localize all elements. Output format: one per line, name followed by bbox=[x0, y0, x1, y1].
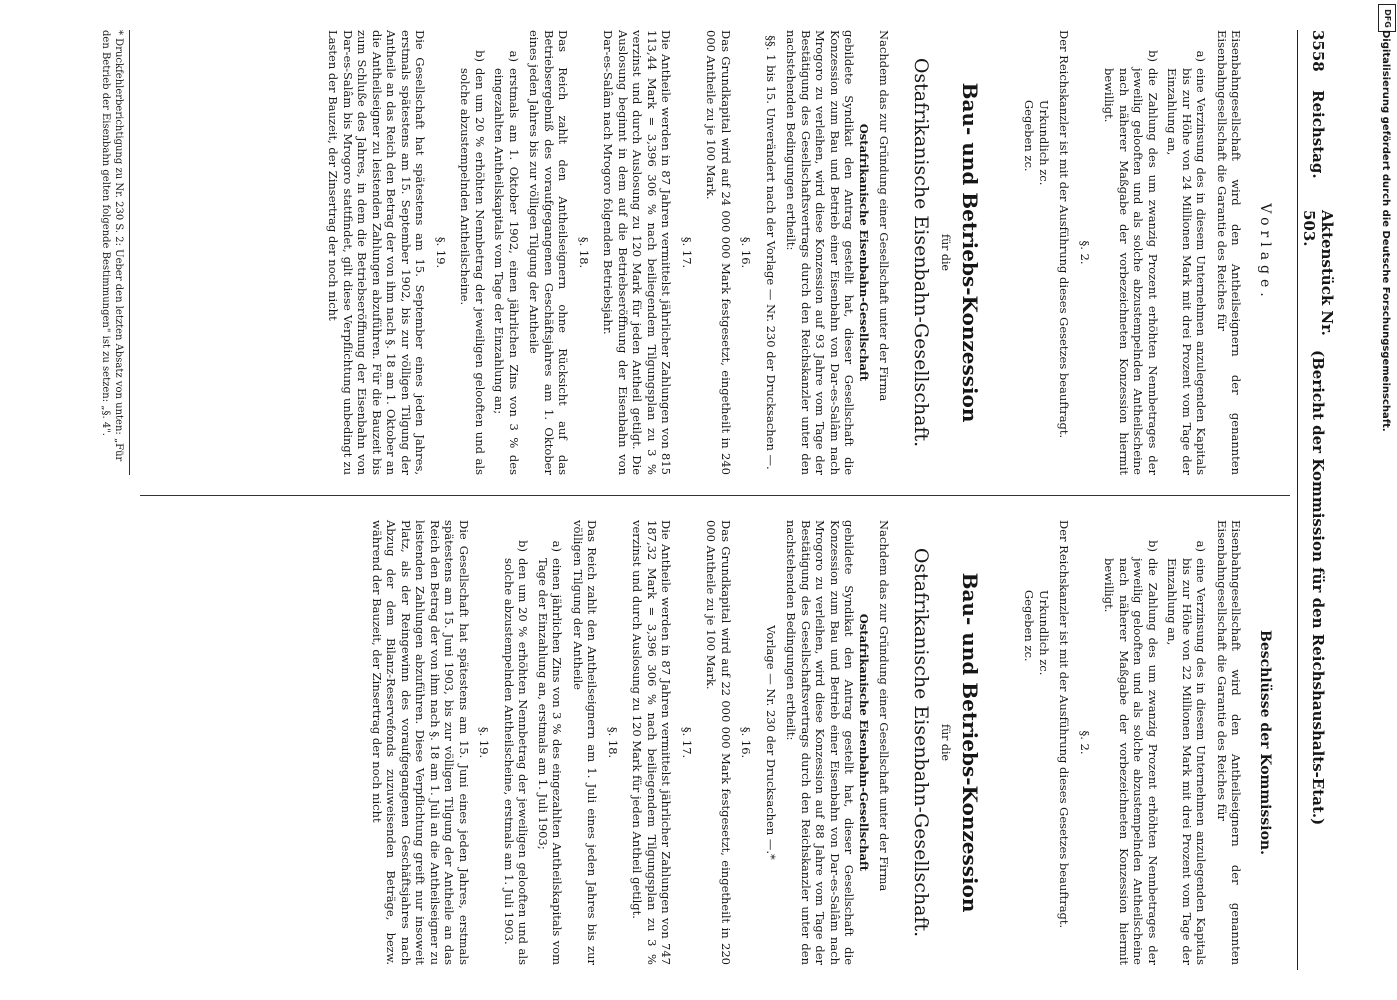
item-label: b) bbox=[473, 50, 487, 62]
paragraph-text: Das Reich zahlt den Antheilseignern ohne Rücksicht auf das Betriebsergebniß des voraufgegangenen Geschäftsjahres am 1. Oktober eines jeden Jahres bis zur völligen Tilgung der Antheile bbox=[527, 30, 571, 475]
paragraph-number: §. 2. bbox=[1078, 730, 1092, 755]
list-item bbox=[458, 30, 487, 475]
dfg-logo-icon bbox=[1378, 4, 1396, 32]
item-label: a) bbox=[1194, 540, 1209, 552]
concession-company: Ostafrikanische Eisenbahn-Gesellschaft. bbox=[910, 57, 933, 448]
paragraph-number: §. 18. bbox=[577, 236, 591, 269]
intro-paragraph: Eisenbahngesellschaft wird den Antheilseignern der genannten Eisenbahngesellschaft die Garantie des Reiches für bbox=[1215, 520, 1244, 965]
item-label: a) bbox=[1194, 50, 1209, 62]
item-label: b) bbox=[1146, 50, 1160, 62]
firm-name: Ostafrikanische Eisenbahn-Gesellschaft bbox=[857, 123, 871, 382]
paragraph-text: Nachdem das zur Gründung einer Gesellschaft unter der Firma bbox=[877, 30, 892, 402]
item-text: die Zahlung des um zwanzig Prozent erhöhten Nennbetrages der jeweilig gelooften und als solche abzustempelnden Antheilscheine nach näherer Maßgabe der vorbezeichneten Konzession hiermit bewilligt. bbox=[1102, 558, 1160, 965]
paragraph-text: Das Grundkapital wird auf 22 000 000 Mark festgesetzt, eingetheilt in 220 000 Antheile zu je 100 Mark. bbox=[704, 520, 733, 965]
paragraph-text: Der Reichskanzler ist mit der Ausführung dieses Gesetzes beauftragt. bbox=[1057, 30, 1072, 439]
report-title: (Bericht der Kommission für den Reichshaushalts-Etat.) bbox=[1309, 350, 1327, 826]
list-item bbox=[1165, 30, 1209, 475]
paragraph-text: Der Reichskanzler ist mit der Ausführung dieses Gesetzes beauftragt. bbox=[1057, 520, 1072, 929]
item-text: die Zahlung des um zwanzig Prozent erhöhten Nennbetrages der jeweilig gelooften und als solche abzustempelnden Antheilscheine nach näherer Maßgabe der vorbezeichneten Konzession hiermit bewilligt. bbox=[1102, 68, 1160, 475]
signature-line: Gegeben zc. bbox=[1022, 100, 1037, 172]
signature-line: Urkundlich zc. bbox=[1037, 590, 1051, 676]
paragraph-text: Die Gesellschaft hat spätestens am 15. Juni eines jeden Jahres, erstmals spätestens am 15. Juni 1903, bis zur völligen Tilgung der Antheile an das Reich den Betrag der von ihm nach §. 18 am 1. Juli an die Antheilseigner zu leistenden Zahlungen abzuführen. Diese Verpflichtung greift nur insoweit Platz, als der Reingewinn des voraufgegangenen Geschäftsjahres nach Abzug der dem Bilanz-Reservefonds zuzuweisenden Beträge, bezw. während der Bauzeit, der Zinsertrag der noch nicht bbox=[370, 520, 471, 965]
section-title: Reichstag. bbox=[1309, 90, 1327, 179]
paragraph-number: §. 18. bbox=[606, 726, 620, 759]
item-text: eine Verzinsung des in diesem Unternehmen anzulegenden Kapitals bis zur Höhe von 24 Millionen Mark mit drei Prozent vom Tage der Einzahlung an, bbox=[1165, 68, 1209, 475]
digitization-notice bbox=[1376, 30, 1394, 990]
column-vorlage bbox=[140, 30, 1290, 475]
concession-title: Bau- und Betriebs-Konzession bbox=[958, 572, 982, 913]
paragraph-text: gebildete Syndikat den Antrag gestellt hat, dieser Gesellschaft die Konzession zum Bau und Betrieb einer Eisenbahn von Dar-es-Salâm nach Mrogoro zu verleihen, wird diese Konzession auf 88 Jahre vom Tage der Bestätigung des Gesellschaftsvertrags durch den Reichskanzler unter den nachstehenden Bedingungen ertheilt: bbox=[784, 520, 857, 965]
paragraph-text: Das Grundkapital wird auf 24 000 000 Mark festgesetzt, eingetheilt in 240 000 Antheile zu je 100 Mark. bbox=[704, 30, 733, 475]
paragraph-text: Nachdem das zur Gründung einer Gesellschaft unter der Firma bbox=[877, 520, 892, 892]
header-rule bbox=[1297, 30, 1298, 970]
item-text: eine Verzinsung des in diesem Unternehmen anzulegenden Kapitals bis zur Höhe von 22 Millionen Mark mit drei Prozent vom Tage der Einzahlung an, bbox=[1165, 558, 1209, 965]
column-divider bbox=[140, 495, 1290, 496]
firm-name: Ostafrikanische Eisenbahn-Gesellschaft bbox=[857, 613, 871, 872]
paragraph-text: §§. 1 bis 15. Unverändert nach der Vorlage — Nr. 230 der Drucksachen —. bbox=[764, 35, 778, 470]
item-label: a) bbox=[507, 50, 521, 62]
list-item bbox=[492, 30, 521, 475]
item-text: einen jährlichen Zins von 3 % des eingezahlten Antheilskapitals vom Tage der Einzahlung an, erstmals am 1. Juli 1903; bbox=[536, 558, 565, 965]
item-text: erstmals am 1. Oktober 1902, einen jährlichen Zins von 3 % des eingezahlten Antheilskapitals vom Tage der Einzahlung an; bbox=[492, 68, 521, 475]
footnote-rule bbox=[129, 30, 130, 475]
concession-title-fuer: für die bbox=[939, 724, 952, 761]
paragraph-number: §. 17. bbox=[680, 726, 694, 759]
paragraph-number: §. 16. bbox=[739, 236, 754, 269]
concession-title: Bau- und Betriebs-Konzession bbox=[958, 82, 982, 423]
paragraph-text: gebildete Syndikat den Antrag gestellt hat, dieser Gesellschaft die Konzession zum Bau und Betrieb einer Eisenbahn von Dar-es-Salâm nach Mrogoro zu verleihen, wird diese Konzession auf 93 Jahre vom Tage der Bestätigung des Gesellschaftsvertrags durch den Reichskanzler unter den nachstehenden Bedingungen ertheilt: bbox=[784, 30, 857, 475]
paragraph-number: §. 2. bbox=[1078, 240, 1092, 265]
paragraph-number: §. 19. bbox=[434, 236, 448, 269]
list-item bbox=[536, 520, 565, 965]
page-number: 3558 bbox=[1309, 30, 1327, 72]
paragraph-text: Die Antheile werden in 87 Jahren vermittelst jährlicher Zahlungen von 815 113,44 Mark = 3,396 306 % nach beiliegendem Tilgungsplan zu 3 % verzinst und durch Auslosung zu 120 Mark für jeden Antheil getilgt. Die Auslosung beginnt in dem auf die Betriebseröffnung der Eisenbahn von Dar-es-Salâm nach Mrogoro folgenden Betriebsjahr. bbox=[601, 30, 674, 475]
paragraph-number: §. 16. bbox=[739, 726, 754, 759]
item-label: a) bbox=[550, 540, 565, 552]
dfg-logo-text: DFG bbox=[1382, 8, 1392, 28]
intro-paragraph: Eisenbahngesellschaft wird den Antheilseignern der genannten Eisenbahngesellschaft die Garantie des Reiches für bbox=[1215, 30, 1244, 475]
list-item bbox=[1102, 30, 1160, 475]
column-heading: Beschlüsse der Kommission. bbox=[1257, 630, 1273, 855]
column-heading: Vorlage. bbox=[1257, 203, 1273, 302]
list-item bbox=[502, 520, 531, 965]
signature-line: Gegeben zc. bbox=[1022, 590, 1037, 662]
list-item bbox=[1165, 520, 1209, 965]
concession-company: Ostafrikanische Eisenbahn-Gesellschaft. bbox=[910, 547, 933, 938]
footnote-text: * Druckfehlerberichtigung zu Nr. 230 S. 2: Ueber den letzten Absatz von unten: „Für den Betrieb der Eisenbahn gelten folgende Bestimmungen" ist zu setzen: „§. 4". bbox=[100, 30, 124, 462]
item-text: den um 20 % erhöhten Nennbetrag der jeweiligen gelooften und als solche abzustempelnden Antheilscheine, erstmals am 1. Juli 1903. bbox=[502, 558, 531, 965]
aktenstueck-number: Aktenstück Nr. 503. bbox=[1300, 210, 1336, 336]
signature-line: Urkundlich zc. bbox=[1037, 100, 1051, 186]
column-beschluesse bbox=[140, 520, 1290, 965]
paragraph-text: Die Gesellschaft hat spätestens am 15. September eines jeden Jahres, erstmals spätestens am 15. September 1902, bis zur völligen Tilgung der Antheile an das Reich den Betrag der von ihm nach §. 18 am 1. Oktober an die Antheilseigner zu leistenden Zahlungen abzuführen. Für die Bauzeit bis zum Schluße des Jahres, in dem die Betriebseröffnung der Eisenbahn von Dar-es-Salâm bis Mrogoro stattfindet, gilt diese Verpflichtung unbedingt zu Lasten der Bauzeit, der Zinsertrag der noch nicht bbox=[326, 30, 428, 475]
paragraph-text: Das Reich zahlt den Antheilseignern am 1. Juli eines jeden Jahres bis zur völligen Tilgung der Antheile bbox=[571, 520, 600, 965]
page-header bbox=[1298, 30, 1338, 970]
digitization-notice-text: Digitalisierung gefördert durch die Deutsche Forschungsgemeinschaft. bbox=[1380, 30, 1391, 432]
concession-title-fuer: für die bbox=[939, 234, 952, 271]
paragraph-text: Vorlage — Nr. 230 der Drucksachen —.* bbox=[764, 625, 778, 860]
paragraph-number: §. 17. bbox=[680, 236, 694, 269]
item-text: den um 20 % erhöhten Nennbetrag der jeweiligen gelooften und als solche abzustempelnden Antheilscheine. bbox=[458, 68, 487, 475]
list-item bbox=[1102, 520, 1160, 965]
item-label: b) bbox=[516, 540, 531, 552]
paragraph-text: Die Antheile werden in 87 Jahren vermittelst jährlicher Zahlungen von 747 187,32 Mark = 3,396 306 % nach beiliegendem Tilgungsplan zu 3 % verzinst und durch Auslosung zu 120 Mark für jeden Antheil getilgt. bbox=[630, 520, 674, 965]
item-label: b) bbox=[1146, 540, 1160, 552]
document-page bbox=[83, 30, 1338, 970]
paragraph-number: §. 19. bbox=[477, 726, 492, 759]
